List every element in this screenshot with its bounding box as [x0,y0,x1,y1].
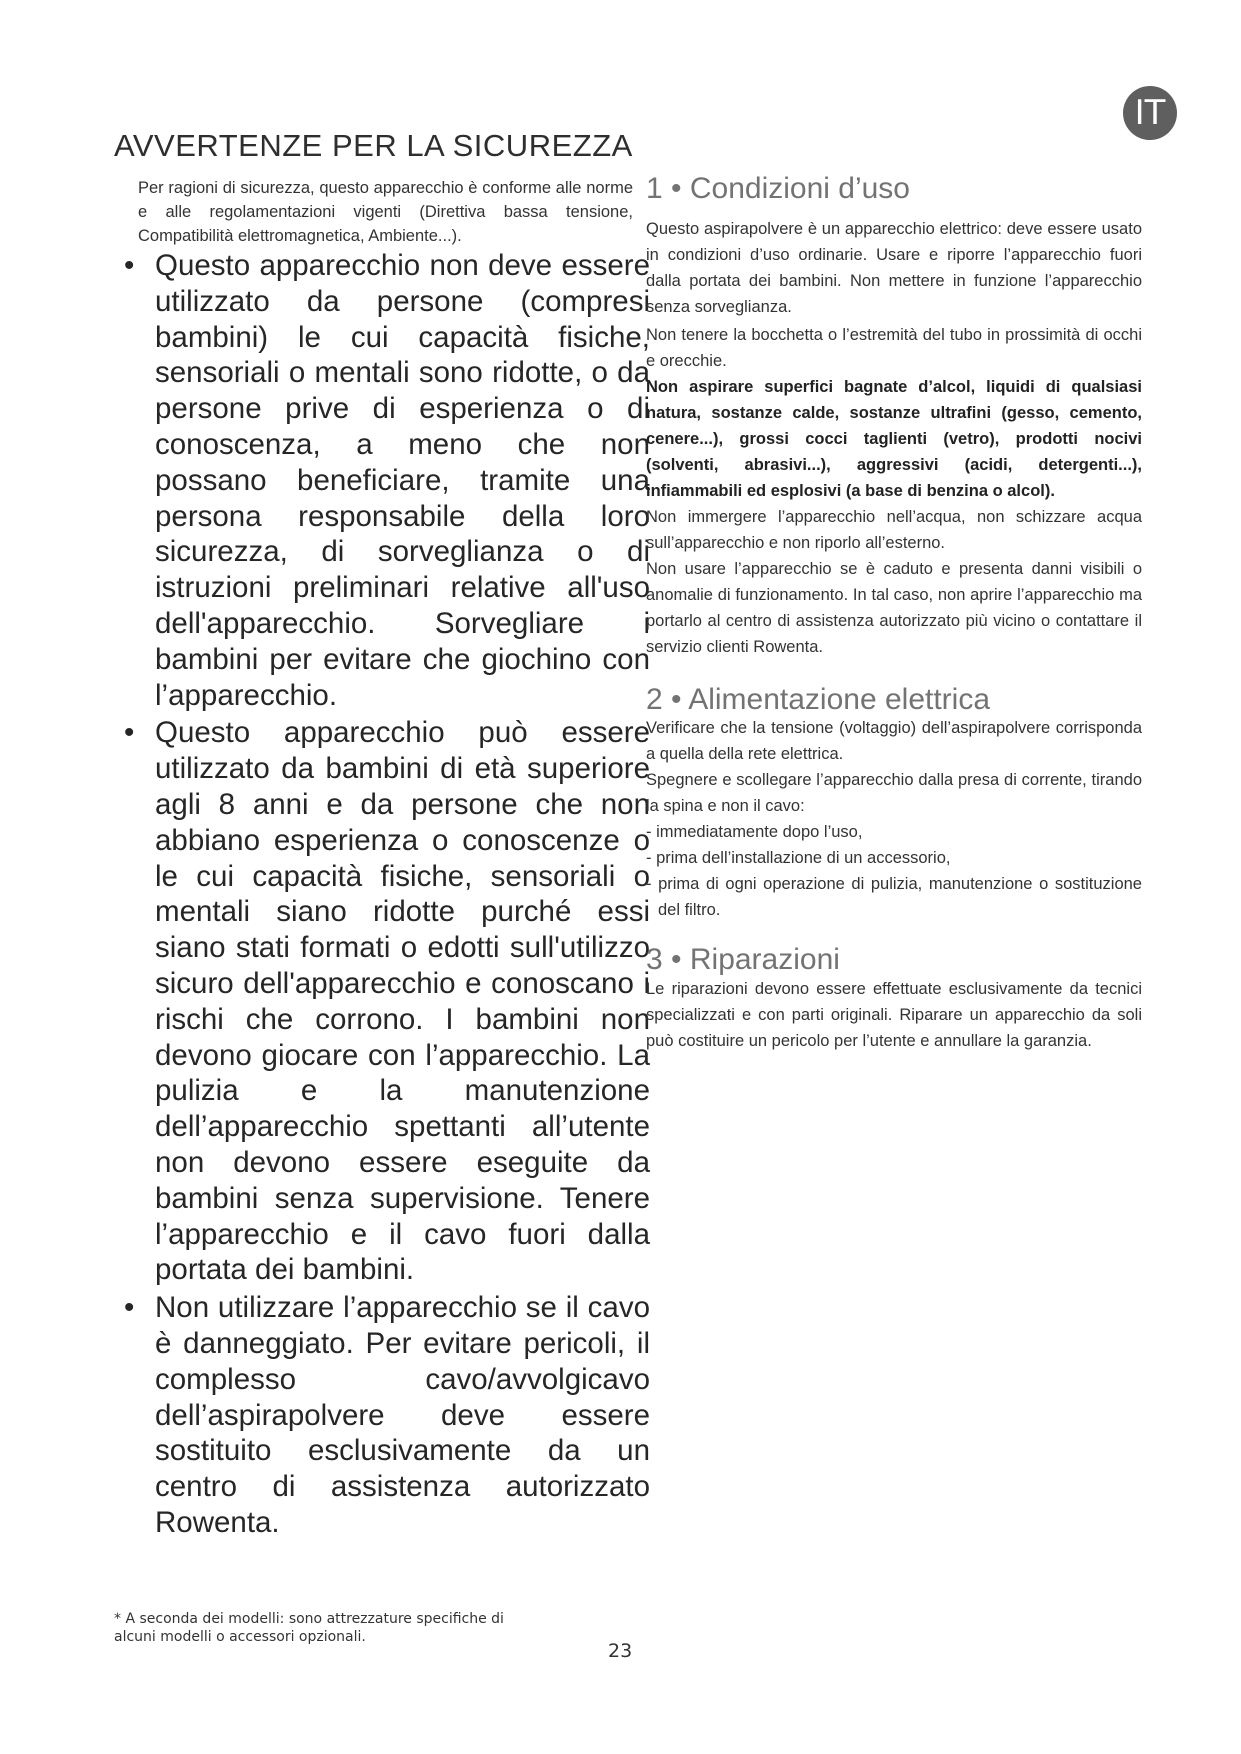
language-badge-label: IT [1134,93,1166,133]
power-conditions-list [646,819,1142,923]
intro-paragraph: Per ragioni di sicurezza, questo apparecchio è conforme alle norme e alle regolamentazioni vigenti (Direttiva bassa tensione, Compatibilità elettromagnetica, Ambiente...). [138,179,633,245]
safety-warnings-list [124,248,650,1543]
list-item: - prima dell’installazione di un accessorio, [646,849,951,867]
page-title: AVVERTENZE PER LA SICUREZZA [114,128,633,163]
warning-item [124,715,650,1288]
language-badge [1123,86,1177,140]
usage-warning-bold: Non aspirare superfici bagnate d’alcol, liquidi di qualsiasi natura, sostanze calde, sostanze ultrafini (gesso, cemento, cenere...), grossi cocci taglienti (vetro), prodotti nocivi (solventi, abrasivi...), aggressivi (acidi, detergenti...), infiammabili ed esplosivi (a base di benzina o alcol). [646,378,1142,500]
usage-paragraph: Questo aspirapolvere è un apparecchio elettrico: deve essere usato in condizioni d’uso ordinarie. Usare e riporre l’apparecchio fuori dalla portata dei bambini. Non mettere in funzione l’apparecchio senza sorveglianza. [646,220,1142,316]
repairs-paragraph: Le riparazioni devono essere effettuate esclusivamente da tecnici specializzati e con parti originali. Riparare un apparecchio da soli può costituire un pericolo per l’utente e annullare la garanzia. [646,980,1142,1050]
section-title-repairs: 3 • Riparazioni [646,943,840,976]
usage-paragraph: Non tenere la bocchetta o l’estremità del tubo in prossimità di occhi e orecchie. [646,326,1142,370]
list-item: - immediatamente dopo l’uso, [646,823,863,841]
warning-text: Non utilizzare l’apparecchio se il cavo è danneggiato. Per evitare pericoli, il complesso cavo/avvolgicavo dell’aspirapolvere deve essere sostituito esclusivamente da un centro di assistenza autorizzato Rowenta. [155,1291,650,1539]
warning-item [124,248,650,713]
warning-item [124,1290,650,1541]
power-paragraph: Verificare che la tensione (voltaggio) dell’aspirapolvere corrisponda a quella della rete elettrica. [646,719,1142,763]
section-title-usage: 1 • Condizioni d’uso [646,172,910,205]
bullet-icon: • [124,716,135,750]
warning-text: Questo apparecchio non deve essere utilizzato da persone (compresi bambini) le cui capacità fisiche, sensoriali o mentali sono ridotte, o da persone prive di esperienza o di conoscenza, a meno che non possano beneficiare, tramite una persona responsabile della loro sicurezza, di sorveglianza o di istruzioni preliminari relative all'uso dell'apparecchio. Sorvegliare i bambini per evitare che giochino con l’apparecchio. [155,249,650,712]
bullet-icon: • [124,249,135,282]
page-number: 23 [608,1640,633,1662]
bullet-icon: • [124,1291,135,1325]
list-item: - prima di ogni operazione di pulizia, manutenzione o sostituzione del filtro. [646,875,1142,919]
warning-text: Questo apparecchio può essere utilizzato da bambini di età superiore agli 8 anni e da persone che non abbiano esperienza o conoscenze o le cui capacità fisiche, sensoriali o mentali siano ridotte purché essi siano stati formati o edotti sull'utilizzo sicuro dell'apparecchio e conoscano i rischi che corrono. I bambini non devono giocare con l’apparecchio. La pulizia e la manutenzione dell’apparecchio spettanti all’utente non devono essere eseguite da bambini senza supervisione. Tenere l’apparecchio e il cavo fuori dalla portata dei bambini. [155,716,650,1287]
usage-paragraph: Non usare l’apparecchio se è caduto e presenta danni visibili o anomalie di funzionamento. In tal caso, non aprire l’apparecchio ma portarlo al centro di assistenza autorizzato più vicino o contattare il servizio clienti Rowenta. [646,560,1142,656]
footnote: * A seconda dei modelli: sono attrezzature specifiche di alcuni modelli o accessori opzionali. [114,1611,504,1645]
usage-paragraph: Non immergere l’apparecchio nell’acqua, non schizzare acqua sull’apparecchio e non riporlo all’esterno. [646,508,1142,552]
section-title-power: 2 • Alimentazione elettrica [646,683,991,716]
power-paragraph: Spegnere e scollegare l’apparecchio dalla presa di corrente, tirando la spina e non il cavo: [646,771,1142,815]
